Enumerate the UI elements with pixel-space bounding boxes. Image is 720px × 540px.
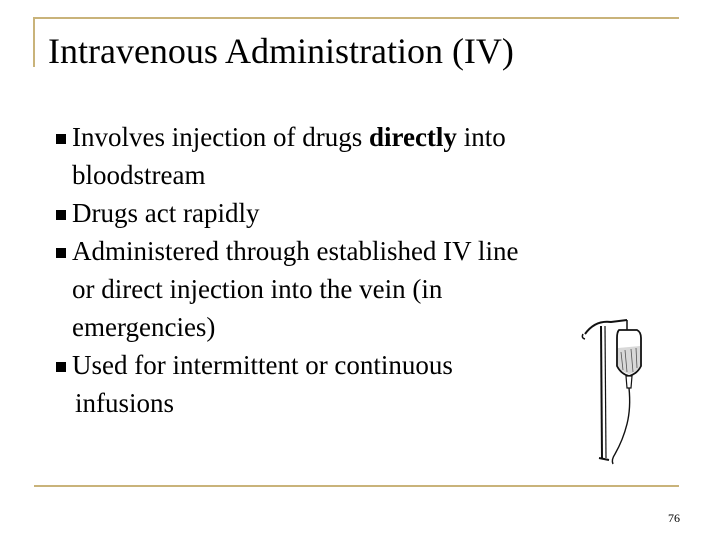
bullet-text-emphasis: directly [368, 122, 457, 152]
slide-title: Intravenous Administration (IV) [48, 31, 514, 71]
bullet-text-line: Used for intermittent or continuous [72, 350, 453, 380]
bullet-text [72, 122, 648, 194]
bullet-text-segment: Involves injection of drugs [72, 122, 369, 152]
bullet-text-line: bloodstream [72, 160, 206, 190]
bullet-text-line: infusions [75, 388, 175, 418]
bullet-list [48, 118, 648, 422]
bullet-text-line: Administered through established IV line [72, 236, 519, 266]
left-rule [33, 17, 35, 67]
bullet-text [72, 232, 648, 346]
bullet-text: Drugs act rapidly [72, 198, 260, 228]
bullet-text-line: emergencies) [72, 312, 216, 342]
bullet-item [48, 194, 648, 232]
bullet-item [48, 232, 648, 346]
bullet-item [48, 346, 648, 422]
square-bullet-icon [56, 362, 66, 372]
square-bullet-icon [56, 210, 66, 220]
bullet-item [48, 118, 648, 194]
bullet-text-line: or direct injection into the vein (in [72, 274, 443, 304]
iv-drip-bag-icon [575, 308, 655, 468]
bullet-text [72, 346, 648, 422]
square-bullet-icon [56, 248, 66, 258]
bullet-text-segment: into [456, 122, 506, 152]
page-number: 76 [668, 511, 680, 525]
bottom-rule [34, 485, 679, 487]
square-bullet-icon [56, 134, 66, 144]
top-rule [34, 17, 679, 19]
